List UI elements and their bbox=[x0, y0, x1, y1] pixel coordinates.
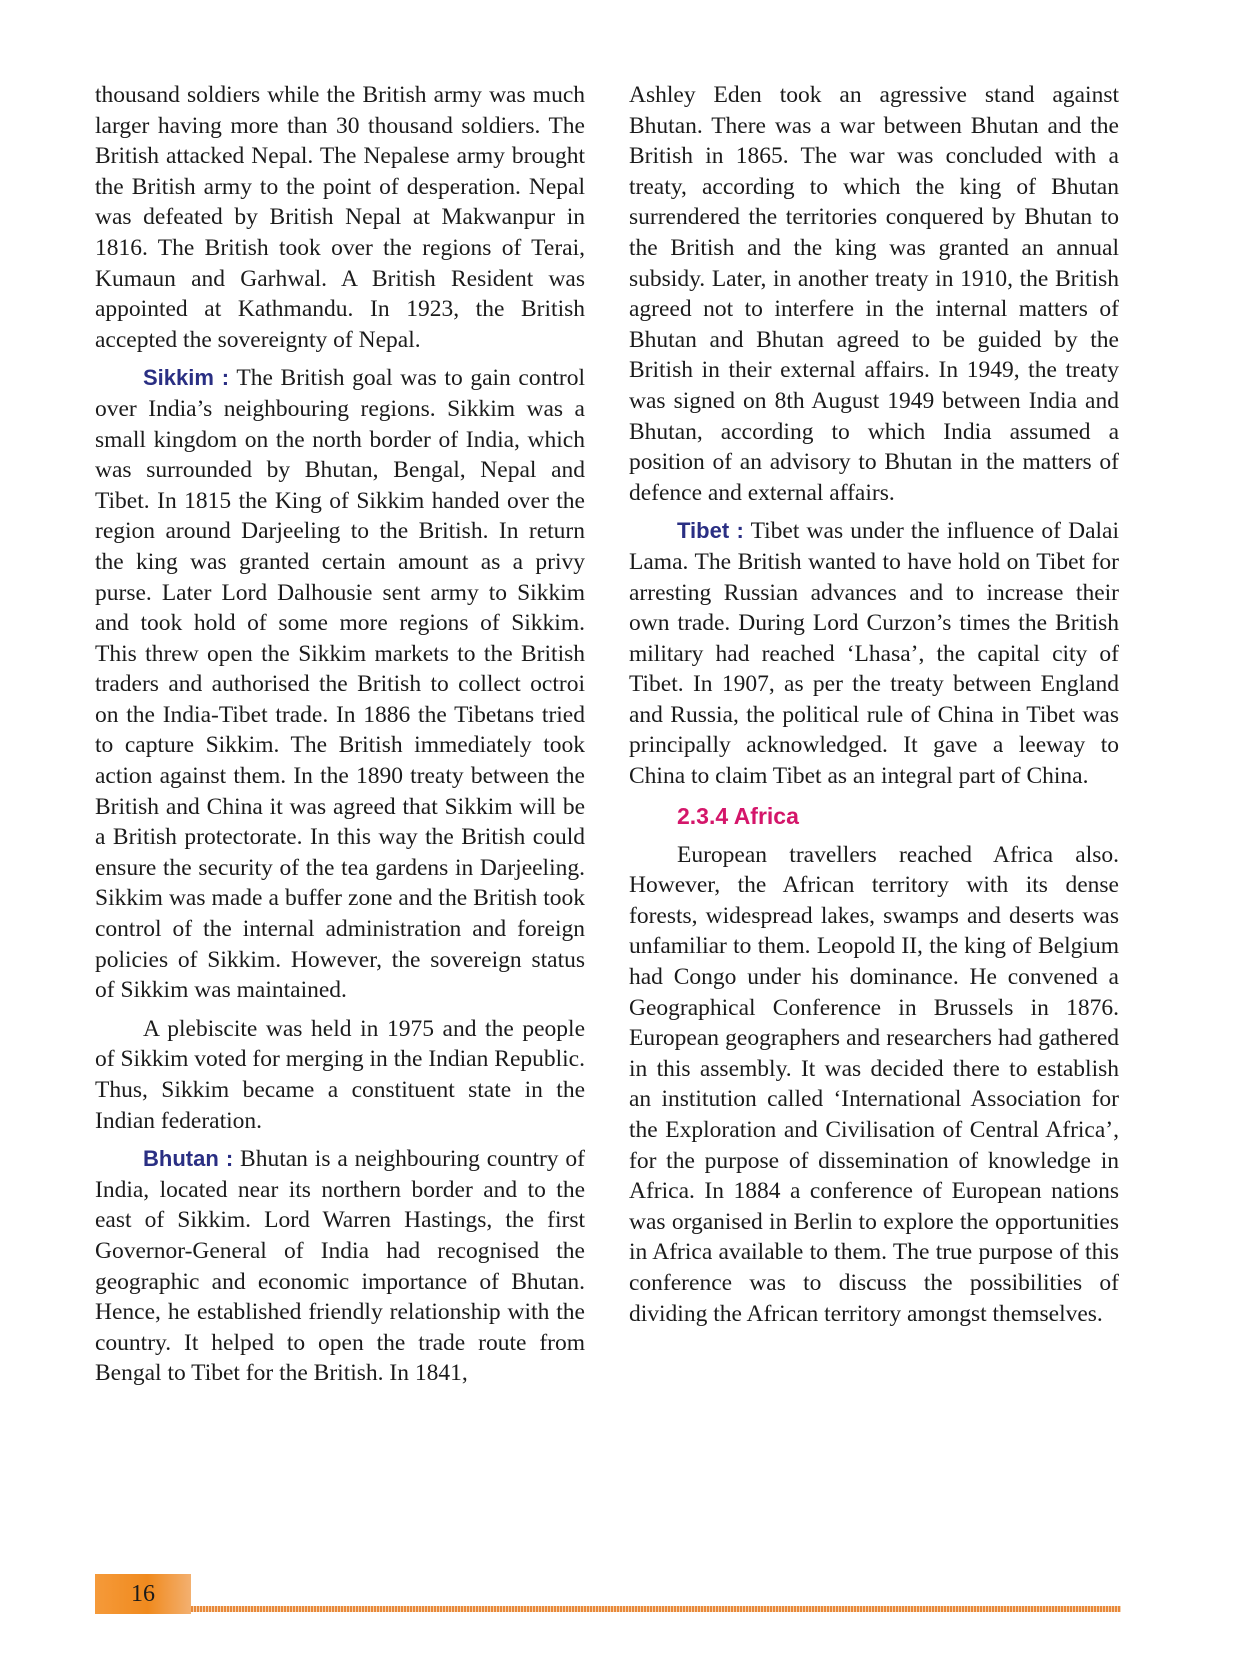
page-number bbox=[95, 1574, 191, 1614]
sikkim-text: The British goal was to gain control over India’s neighbouring regions. Sikkim was a small kingdom on the north border of India, which was surrounded by Bhutan, Bengal, Nepal and Tibet. In 1815 the King of Sikkim handed over the region around Darjeeling to the British. In return the king was granted certain amount as a privy purse. Later Lord Dalhousie sent army to Sikkim and took hold of some more regions of Sikkim. This threw open the Sikkim markets to the British traders and authorised the British to collect octroi on the India-Tibet trade. In 1886 the Tibetans tried to capture Sikkim. The British immediately took action against them. In the 1890 treaty between the British and China it was agreed that Sikkim will be a British protectorate. In this way the British could ensure the security of the tea gardens in Darjeeling. Sikkim was made a buffer zone and the British took control of the internal administration and foreign policies of Sikkim. However, the sovereign status of Sikkim was maintained. bbox=[95, 365, 585, 1004]
bhutan-continued-paragraph: Ashley Eden took an agressive stand against Bhutan. There was a war between Bhutan and the British in 1865. The war was concluded with a treaty, according to which the king of Bhutan surrendered the territories conquered by Bhutan to the British and the king was granted an annual subsidy. Later, in another treaty in 1910, the British agreed not to interfere in the internal matters of Bhutan and Bhutan agreed to be guided by the British in their external affairs. In 1949, the treaty was signed on 8th August 1949 between India and Bhutan, according to which India assumed a position of an advisory to Bhutan in the matters of defence and external affairs. bbox=[629, 82, 1119, 506]
bhutan-term: Bhutan : bbox=[143, 1146, 234, 1172]
right-column bbox=[629, 80, 1119, 1337]
tibet-paragraph bbox=[629, 516, 1119, 791]
tibet-term: Tibet : bbox=[677, 518, 744, 544]
page-number-text: 16 bbox=[131, 1580, 155, 1607]
africa-paragraph: European travellers reached Africa also. However, the African territory with its dense forests, widespread lakes, swamps and deserts was unfamiliar to them. Leopold II, the king of Belgium had Congo under his dominance. He convened a Geographical Conference in Brussels in 1876. European geographers and researchers had gathered in this assembly. It was decided there to establish an institution called ‘International Association for the Exploration and Civilisation of Central Africa’, for the purpose of dissemination of knowledge in Africa. In 1884 a conference of European nations was organised in Berlin to explore the opportunities in Africa available to them. The true purpose of this conference was to discuss the possibilities of dividing the African territory amongst themselves. bbox=[629, 841, 1119, 1327]
nepal-paragraph: thousand soldiers while the British army was much larger having more than 30 thousand soldiers. The British attacked Nepal. The Nepalese army brought the British army to the point of desperation. Nepal was defeated by British Nepal at Makwanpur in 1816. The British took over the regions of Terai, Kumaun and Garhwal. A British Resident was appointed at Kathmandu. In 1923, the British accepted the sovereignty of Nepal. bbox=[95, 82, 585, 353]
africa-section-heading: 2.3.4 Africa bbox=[677, 802, 799, 829]
left-column bbox=[95, 80, 585, 1397]
tibet-text: Tibet was under the influence of Dalai Lama. The British wanted to have hold on Tibet for arresting Russian advances and to increase their own trade. During Lord Curzon’s times the British military had reached ‘Lhasa’, the capital city of Tibet. In 1907, as per the treaty between England and Russia, the political rule of China in Tibet was principally acknowledged. It gave a leeway to China to claim Tibet as an integral part of China. bbox=[629, 518, 1120, 790]
footer-rule bbox=[191, 1606, 1121, 1612]
bhutan-text: Bhutan is a neighbouring country of India, located near its northern border and to the east of Sikkim. Lord Warren Hastings, the first Governor-General of India had recognised the geographic and economic importance of Bhutan. Hence, he established friendly relationship with the country. It helped to open the trade route from Bengal to Tibet for the British. In 1841, bbox=[95, 1146, 585, 1387]
sikkim-paragraph bbox=[95, 363, 585, 1005]
bhutan-paragraph bbox=[95, 1144, 585, 1389]
sikkim-term: Sikkim : bbox=[143, 365, 230, 391]
plebiscite-paragraph: A plebiscite was held in 1975 and the people of Sikkim voted for merging in the Indian Republic. Thus, Sikkim became a constituent state in the Indian federation. bbox=[95, 1015, 585, 1134]
